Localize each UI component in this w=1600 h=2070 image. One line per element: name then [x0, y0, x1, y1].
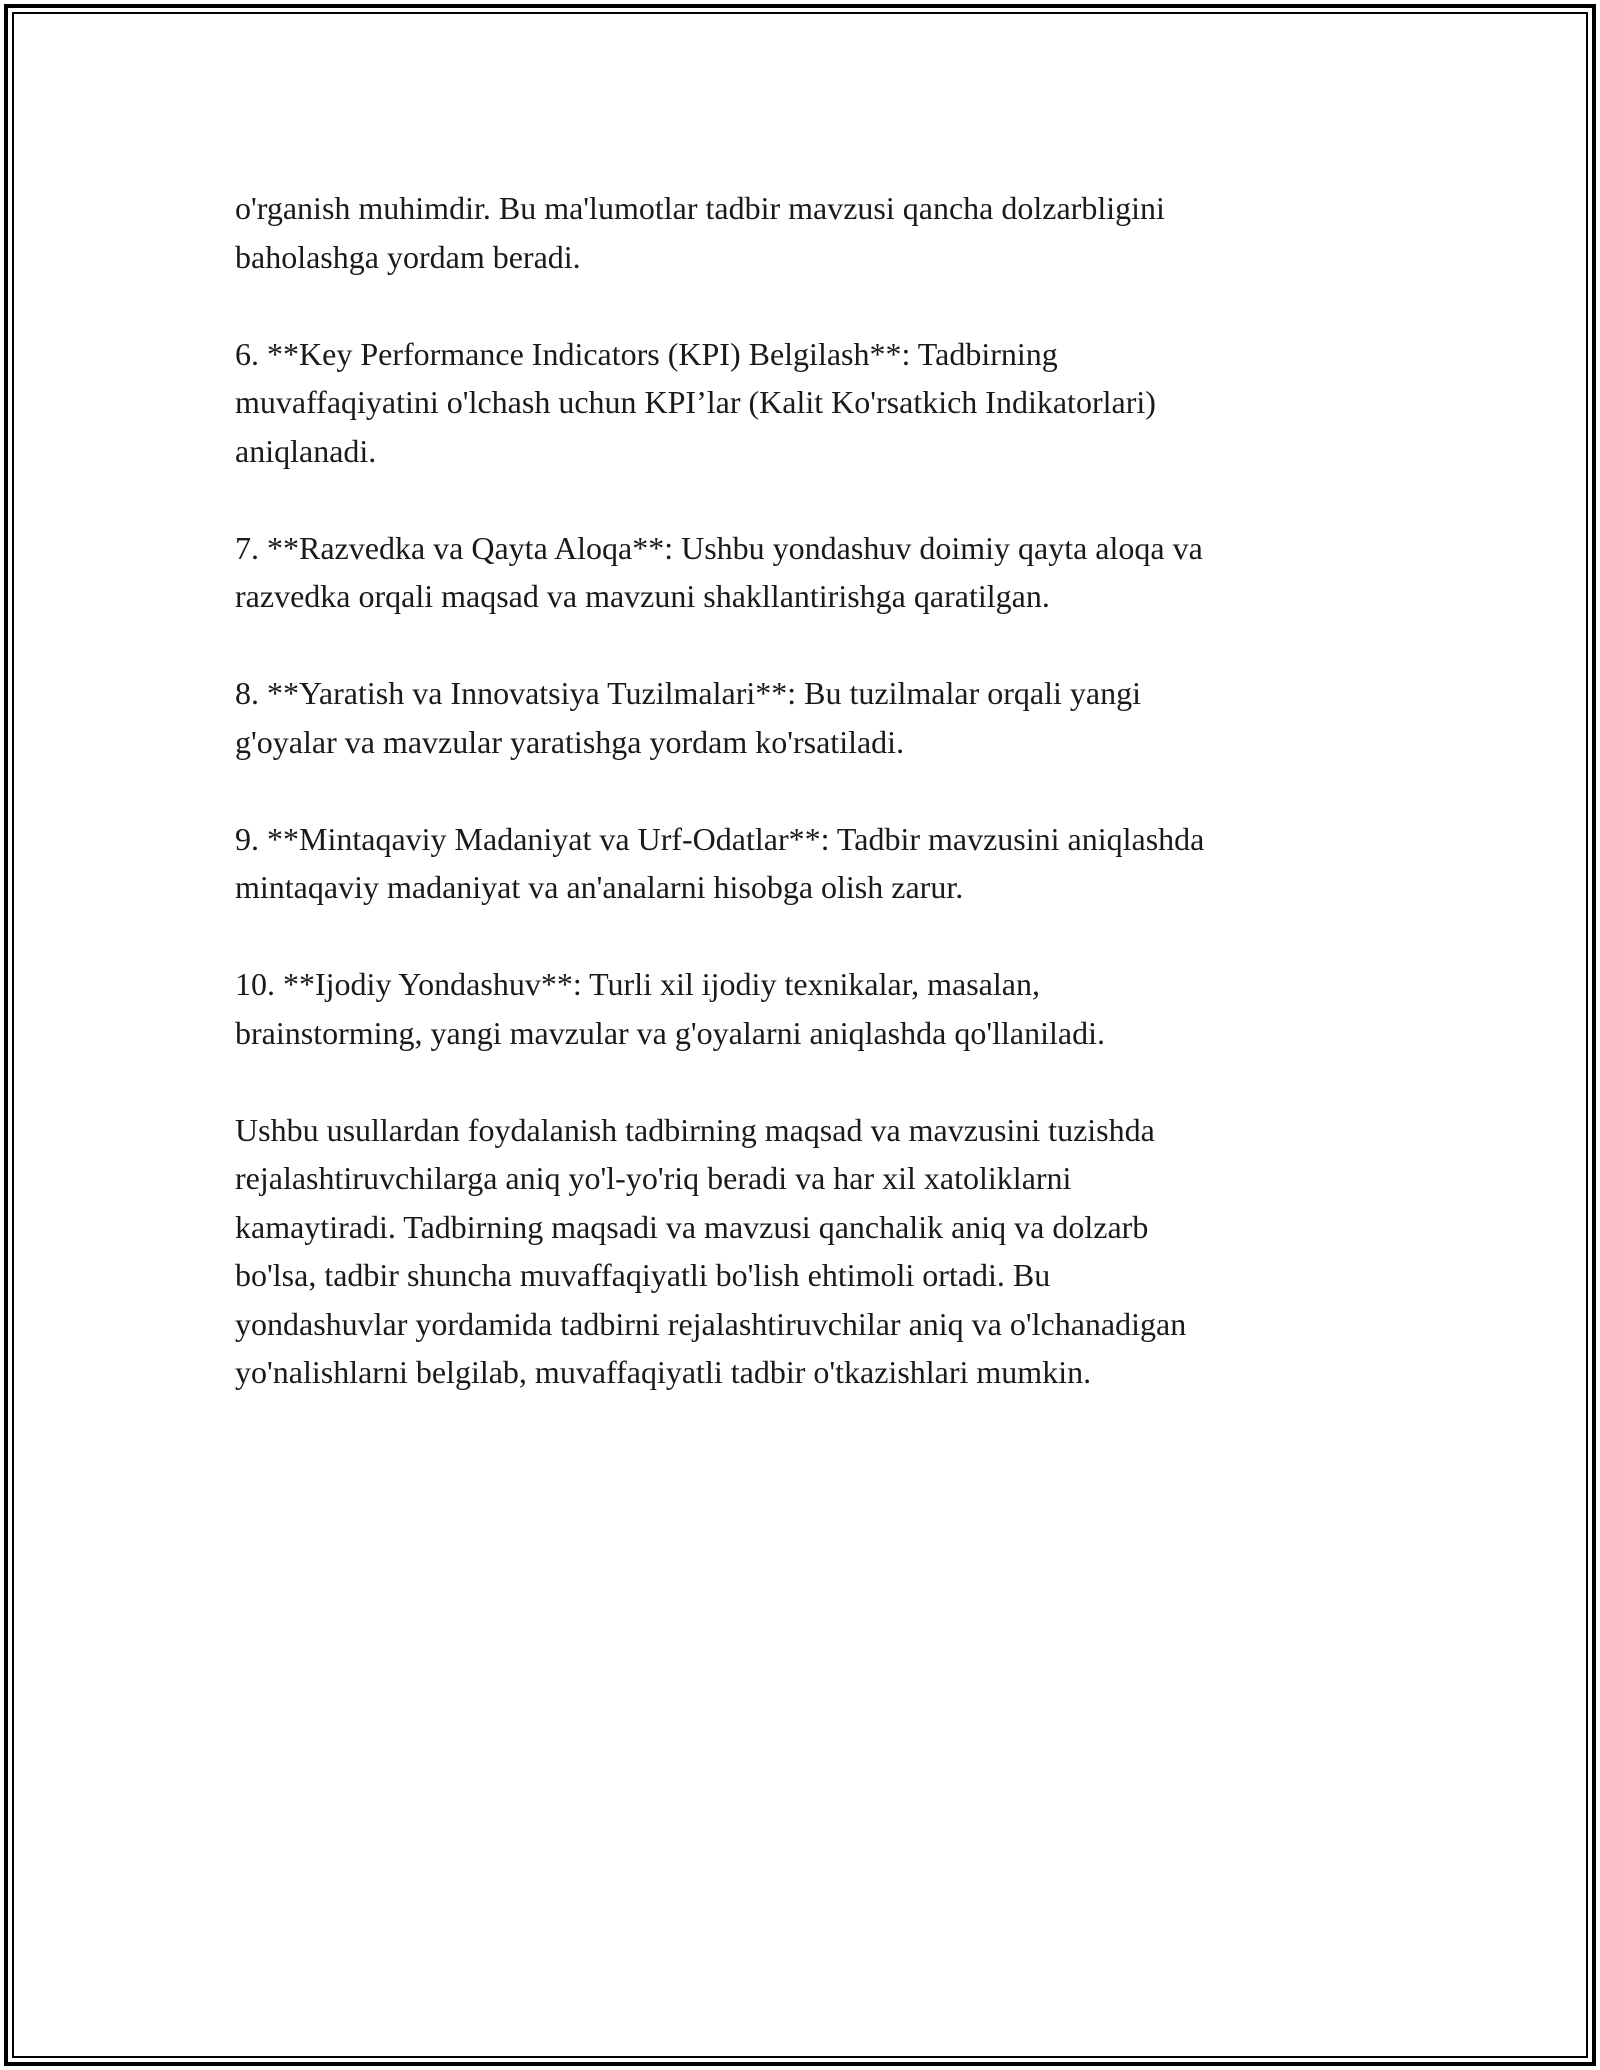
- text-line: 8. **Yaratish va Innovatsiya Tuzilmalari**: Bu tuzilmalar orqali yangi: [235, 675, 1141, 711]
- paragraph-item-7: [235, 524, 1365, 621]
- text-line: kamaytiradi. Tadbirning maqsadi va mavzusi qanchalik aniq va dolzarb: [235, 1208, 1149, 1245]
- text-line: razvedka orqali maqsad va mavzuni shakllantirishga qaratilgan.: [235, 578, 1050, 614]
- document-body: [235, 184, 1365, 1445]
- text-line: muvaffaqiyatini o'lchash uchun KPI’lar (Kalit Ko'rsatkich Indikatorlari): [235, 384, 1156, 420]
- text-line: 10. **Ijodiy Yondashuv**: Turli xil ijodiy texnikalar, masalan,: [235, 966, 1040, 1002]
- text-line: o'rganish muhimdir. Bu ma'lumotlar tadbir mavzusi qancha dolzarbligini: [235, 190, 1165, 226]
- text-line: g'oyalar va mavzular yaratishga yordam ko'rsatiladi.: [235, 723, 905, 760]
- text-line: 6. **Key Performance Indicators (KPI) Belgilash**: Tadbirning: [235, 335, 1058, 372]
- text-line: 7. **Razvedka va Qayta Aloqa**: Ushbu yondashuv doimiy qayta aloqa va: [235, 529, 1203, 566]
- paragraph-item-6: [235, 330, 1365, 476]
- text-line: rejalashtiruvchilarga aniq yo'l-yo'riq beradi va har xil xatoliklarni: [235, 1160, 1072, 1196]
- text-line: brainstorming, yangi mavzular va g'oyalarni aniqlashda qo'llaniladi.: [235, 1014, 1105, 1051]
- paragraph-item-10: [235, 960, 1365, 1057]
- text-line: yondashuvlar yordamida tadbirni rejalashtiruvchilar aniq va o'lchanadigan: [235, 1305, 1187, 1342]
- text-line: Ushbu usullardan foydalanish tadbirning maqsad va mavzusini tuzishda: [235, 1111, 1155, 1148]
- text-line: yo'nalishlarni belgilab, muvaffaqiyatli tadbir o'tkazishlari mumkin.: [235, 1354, 1092, 1390]
- paragraph-continuation: [235, 184, 1365, 281]
- paragraph-item-9: [235, 815, 1365, 912]
- paragraph-item-8: [235, 669, 1365, 766]
- text-line: baholashga yordam beradi.: [235, 238, 581, 275]
- text-line: 9. **Mintaqaviy Madaniyat va Urf-Odatlar**: Tadbir mavzusini aniqlashda: [235, 820, 1205, 857]
- text-line: aniqlanadi.: [235, 432, 377, 469]
- text-line: bo'lsa, tadbir shuncha muvaffaqiyatli bo'lish ehtimoli ortadi. Bu: [235, 1257, 1051, 1293]
- paragraph-conclusion: [235, 1106, 1365, 1397]
- text-line: mintaqaviy madaniyat va an'analarni hisobga olish zarur.: [235, 869, 964, 905]
